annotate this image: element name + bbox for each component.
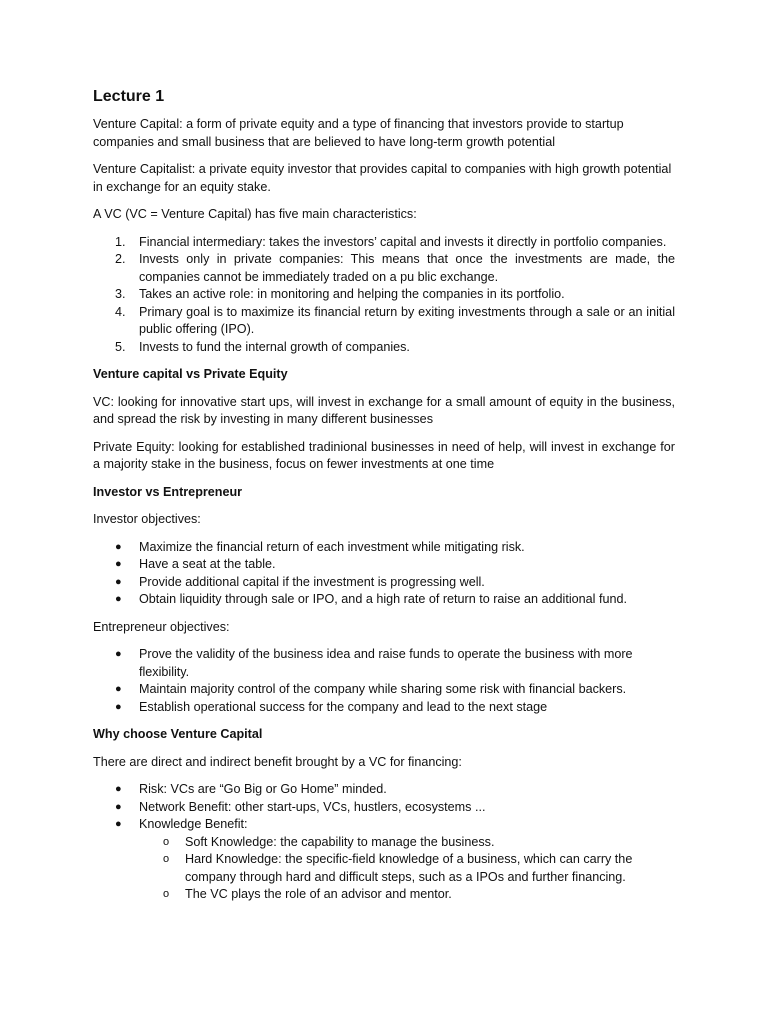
characteristics-intro: A VC (VC = Venture Capital) has five main characteristics: xyxy=(93,207,417,221)
bullet-icon: ● xyxy=(115,540,122,553)
definition-venture-capitalist: Venture Capitalist: a private equity investor that provides capital to companies with high growth potential in exchange for an equity stake. xyxy=(93,162,672,194)
section-heading-why-vc: Why choose Venture Capital xyxy=(93,727,263,741)
list-number: 2. xyxy=(115,252,126,266)
list-item xyxy=(93,286,675,304)
investor-objectives-list xyxy=(93,539,675,609)
list-item-text: Invests only in private companies: This means that once the investments are made, the companies cannot be immediately traded on a pu blic exchange. xyxy=(139,252,675,284)
sub-list-item-text: Hard Knowledge: the specific-field knowledge of a business, which can carry the company through hard and difficult steps, such as a IPOs and further financing. xyxy=(185,852,633,884)
list-number: 4. xyxy=(115,304,126,319)
bullet-icon: ● xyxy=(115,783,122,795)
list-item-text: Invests to fund the internal growth of companies. xyxy=(139,339,410,354)
investor-objectives-label: Investor objectives: xyxy=(93,512,201,526)
list-item xyxy=(93,556,675,574)
list-item-text: Risk: VCs are “Go Big or Go Home” minded. xyxy=(139,782,387,796)
list-item xyxy=(93,339,675,357)
list-item xyxy=(93,646,675,681)
list-item xyxy=(93,591,675,609)
entrepreneur-objectives-label: Entrepreneur objectives: xyxy=(93,619,230,634)
list-item xyxy=(93,681,675,699)
list-item-text: Establish operational success for the company and lead to the next stage xyxy=(139,699,548,714)
benefits-list xyxy=(93,781,675,904)
list-item-text: Primary goal is to maximize its financial return by exiting investments through a sale or an initial public offering (IPO). xyxy=(139,304,675,336)
paragraph-vc: VC: looking for innovative start ups, will invest in exchange for a small amount of equity in the business, and spread the risk by investing in many different businesses xyxy=(93,394,675,426)
list-item-text: Takes an active role: in monitoring and helping the companies in its portfolio. xyxy=(139,287,565,301)
bullet-icon: ● xyxy=(115,800,122,813)
why-vc-intro: There are direct and indirect benefit brought by a VC for financing: xyxy=(93,754,462,769)
sub-list-item xyxy=(93,834,675,852)
sub-list-item xyxy=(93,886,675,904)
sub-bullet-icon: o xyxy=(163,888,170,900)
list-item xyxy=(93,234,675,252)
page-title: Lecture 1 xyxy=(93,88,165,105)
sub-list-item-text: Soft Knowledge: the capability to manage the business. xyxy=(185,834,495,849)
sub-bullet-icon: o xyxy=(163,835,170,848)
sub-list-item-text: The VC plays the role of an advisor and mentor. xyxy=(185,887,452,901)
list-item-text: Provide additional capital if the investment is progressing well. xyxy=(139,574,485,589)
knowledge-sublist xyxy=(93,834,675,904)
list-item-text: Have a seat at the table. xyxy=(139,557,276,571)
list-item xyxy=(93,539,675,557)
list-item xyxy=(93,816,675,904)
list-item-text: Maximize the financial return of each investment while mitigating risk. xyxy=(139,539,525,554)
bullet-icon: ● xyxy=(115,683,122,695)
paragraph-private-equity: Private Equity: looking for established tradinional businesses in need of help, will invest in exchange for a majority stake in the business, focus on fewer investments at one time xyxy=(93,439,675,471)
bullet-icon: ● xyxy=(115,575,122,588)
section-heading-investor-vs-entrepreneur: Investor vs Entrepreneur xyxy=(93,484,243,499)
list-number: 5. xyxy=(115,339,126,354)
bullet-icon: ● xyxy=(115,700,122,713)
list-number: 3. xyxy=(115,287,126,301)
bullet-icon: ● xyxy=(115,818,122,830)
list-item-text: Knowledge Benefit: xyxy=(139,817,248,831)
list-item xyxy=(93,781,675,799)
bullet-icon: ● xyxy=(115,558,122,570)
list-item-text: Maintain majority control of the company while sharing some risk with financial backers. xyxy=(139,682,627,696)
bullet-icon: ● xyxy=(115,593,122,605)
list-item-text: Prove the validity of the business idea and raise funds to operate the business with more flexibility. xyxy=(139,647,633,679)
definition-venture-capital: Venture Capital: a form of private equity and a type of financing that investors provide to startup companies and small business that are believed to have long-term growth potential xyxy=(93,117,624,149)
characteristics-list xyxy=(93,234,675,357)
list-item-text: Financial intermediary: takes the investors’ capital and invests it directly in portfolio companies. xyxy=(139,234,667,249)
sub-bullet-icon: o xyxy=(163,853,170,865)
section-heading-vc-vs-pe: Venture capital vs Private Equity xyxy=(93,367,288,381)
bullet-icon: ● xyxy=(115,648,122,660)
list-item xyxy=(93,574,675,592)
entrepreneur-objectives-list xyxy=(93,646,675,716)
list-item xyxy=(93,799,675,817)
list-item xyxy=(93,699,675,717)
sub-list-item xyxy=(93,851,675,886)
list-number: 1. xyxy=(115,234,126,249)
list-item-text: Network Benefit: other start-ups, VCs, hustlers, ecosystems ... xyxy=(139,799,486,814)
list-item xyxy=(93,304,675,339)
list-item-text: Obtain liquidity through sale or IPO, and a high rate of return to raise an additional fund. xyxy=(139,592,627,606)
list-item xyxy=(93,251,675,286)
